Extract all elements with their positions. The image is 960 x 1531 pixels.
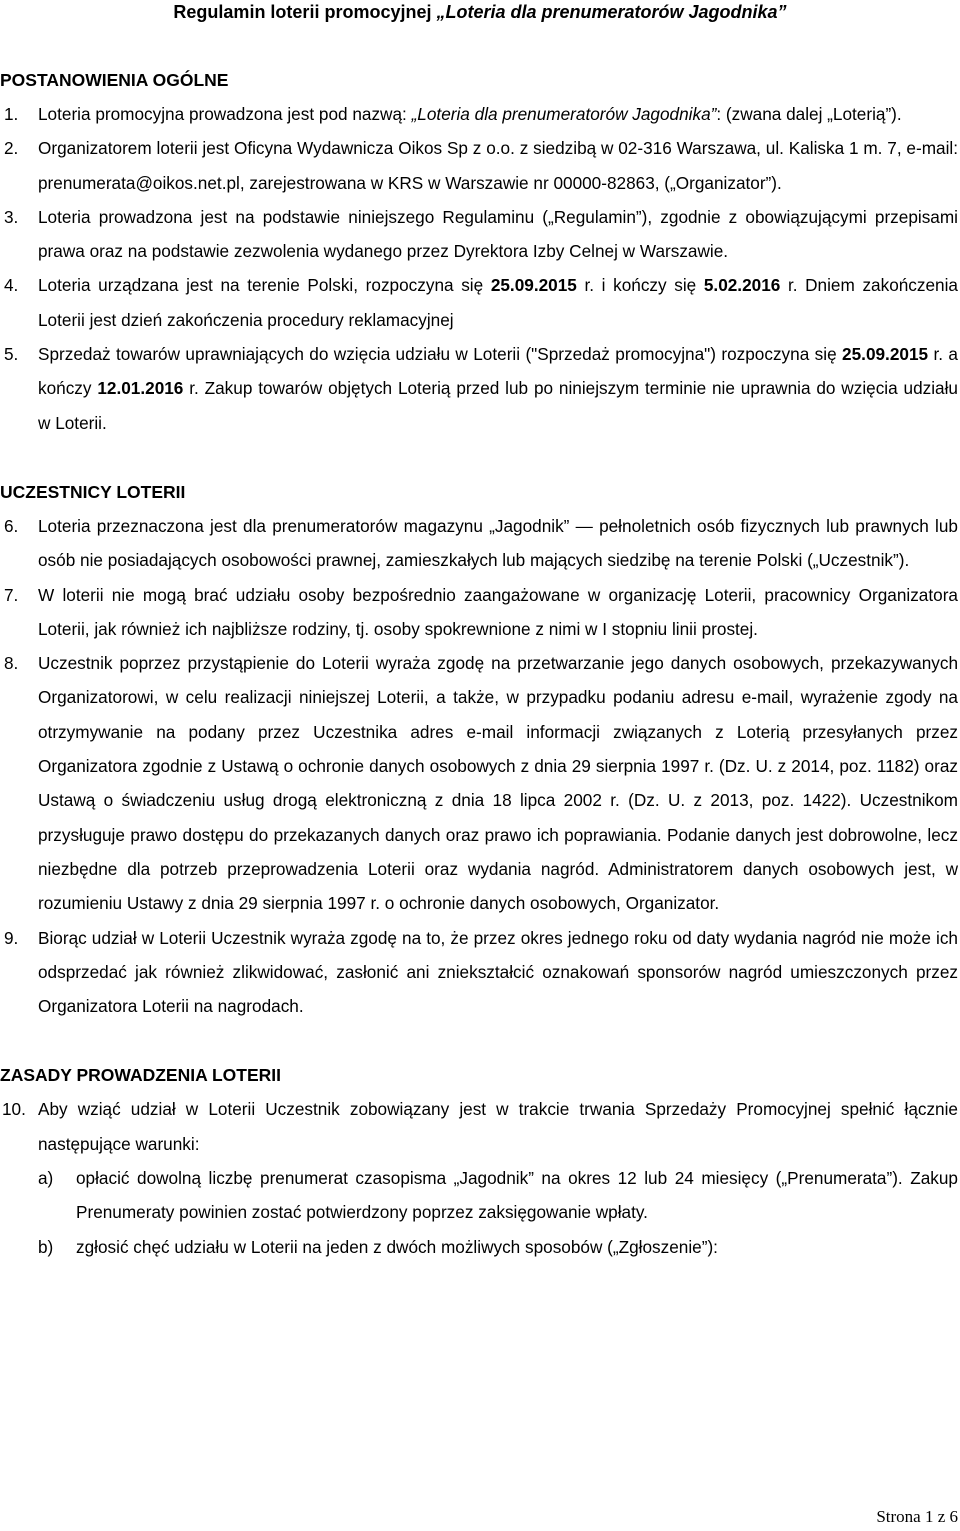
- clause-number: 10.: [2, 1099, 26, 1120]
- clause-1: 1. Loteria promocyjna prowadzona jest pod nazwą: „Loteria dla prenumeratorów Jagodnika”: (zwana dalej „Loterią”).: [0, 97, 958, 131]
- clause-number: 7.: [4, 584, 19, 605]
- clause-number: 3.: [4, 206, 19, 227]
- spacer: [0, 440, 958, 475]
- clause-number: 1.: [4, 104, 19, 124]
- title-prefix: Regulamin loterii promocyjnej: [173, 2, 437, 22]
- clause-9: 9. Biorąc udział w Loterii Uczestnik wyraża zgodę na to, że przez okres jednego roku od daty wydania nagród nie może ich odsprzedać jak również zlikwidować, zasłonić ani zniekształcić oznakowań sponsorów nagród umieszczonych przez Organizatora Loterii na nagrodach.: [0, 921, 958, 1024]
- document-title: [0, 0, 960, 24]
- clause-number: 2.: [4, 138, 19, 159]
- title-lottery-name: „Loteria dla prenumeratorów Jagodnika”: [436, 2, 787, 22]
- clause-number: 9.: [4, 927, 19, 948]
- section-heading-participants: UCZESTNICY LOTERII: [0, 481, 186, 502]
- clause-6: 6. Loteria przeznaczona jest dla prenumeratorów magazynu „Jagodnik” — pełnoletnich osób fizycznych lub prawnych lub osób nie posiadających osobowości prawnej, zamieszkałych lub mających siedzibę na terenie Polski („Uczestnik”).: [0, 509, 958, 578]
- subclause-b: b) zgłosić chęć udziału w Loterii na jeden z dwóch możliwych sposobów („Zgłoszenie”):: [0, 1230, 958, 1264]
- section-heading-general: POSTANOWIENIA OGÓLNE: [0, 70, 229, 90]
- start-date: 25.09.2015: [490, 275, 577, 296]
- end-date: 5.02.2016: [703, 275, 781, 296]
- clause-number: 5.: [4, 344, 19, 365]
- sale-start-date: 25.09.2015: [842, 344, 929, 365]
- page-number: Strona 1 z 6: [876, 1507, 958, 1526]
- clause-2: 2. Organizatorem loterii jest Oficyna Wydawnicza Oikos Sp z o.o. z siedzibą w 02-316 Warszawa, ul. Kaliska 1 m. 7, e-mail: prenumerata@oikos.net.pl, zarejestrowana w KRS w Warszawie nr 00000-82863, („Organizator”).: [0, 131, 958, 200]
- clause-5: 5. Sprzedaż towarów uprawniających do wzięcia udziału w Loterii ("Sprzedaż promocyjna") rozpoczyna się 25.09.2015 r. a kończy 12.01.2016 r. Zakup towarów objętych Loterią przed lub po niniejszym terminie nie uprawnia do wzięcia udziału w Loterii.: [0, 337, 958, 440]
- subclause-a: a) opłacić dowolną liczbę prenumerat czasopisma „Jagodnik” na okres 12 lub 24 miesięcy („Prenumerata”). Zakup Prenumeraty powinien zostać potwierdzony poprzez zaksięgowanie wpłaty.: [0, 1161, 958, 1230]
- subclause-letter: a): [38, 1168, 54, 1189]
- section-heading-rules: ZASADY PROWADZENIA LOTERII: [0, 1065, 281, 1086]
- subclause-letter: b): [38, 1236, 54, 1257]
- clause-4: 4. Loteria urządzana jest na terenie Polski, rozpoczyna się 25.09.2015 r. i kończy się 5.02.2016 r. Dniem zakończenia Loterii jest dzień zakończenia procedury reklamacyjnej: [0, 268, 958, 337]
- clause-8: 8. Uczestnik poprzez przystąpienie do Loterii wyraża zgodę na przetwarzanie jego danych osobowych, przekazywanych Organizatorowi, w celu realizacji niniejszej Loterii, a także, w przypadku podaniu adresu e-mail, wyrażenie zgody na otrzymywanie na podany przez Uczestnika adres e-mail informacji związanych z Loterią przesyłanych przez Organizatora zgodnie z Ustawą o ochronie danych osobowych z dnia 29 sierpnia 1997 r. (Dz. U. z 2014, poz. 1182) oraz Ustawą o świadczeniu usług drogą elektroniczną z dnia 18 lipca 2002 r. (Dz. U. z 2013, poz. 1422). Uczestnikom przysługuje prawo dostępu do przekazanych danych oraz prawo ich poprawiania. Podanie danych jest dobrowolne, lecz niezbędne dla potrzeb przeprowadzenia Loterii oraz wydania nagród. Administratorem danych osobowych jest, w rozumieniu Ustawy z dnia 29 sierpnia 1997 r. o ochronie danych osobowych, Organizator.: [0, 646, 958, 920]
- lottery-name: „Loteria dla prenumeratorów Jagodnika”: [411, 104, 717, 124]
- spacer: [0, 1023, 958, 1058]
- clause-number: 8.: [4, 653, 19, 674]
- clause-7: 7. W loterii nie mogą brać udziału osoby bezpośrednio zaangażowane w organizację Loterii, pracownicy Organizatora Loterii, jak również ich najbliższe rodziny, tj. osoby spokrewnione z nimi w I stopniu linii prostej.: [0, 578, 958, 647]
- clause-10: 10. Aby wziąć udział w Loterii Uczestnik zobowiązany jest w trakcie trwania Sprzedaży Promocyjnej spełnić łącznie następujące warunki:: [0, 1092, 958, 1161]
- document-body: [0, 63, 958, 1264]
- sale-end-date: 12.01.2016: [97, 378, 184, 399]
- clause-number: 4.: [4, 275, 19, 296]
- clause-3: 3. Loteria prowadzona jest na podstawie niniejszego Regulaminu („Regulamin”), zgodnie z obowiązującymi przepisami prawa oraz na podstawie zezwolenia wydanego przez Dyrektora Izby Celnej w Warszawie.: [0, 200, 958, 269]
- clause-number: 6.: [4, 515, 19, 536]
